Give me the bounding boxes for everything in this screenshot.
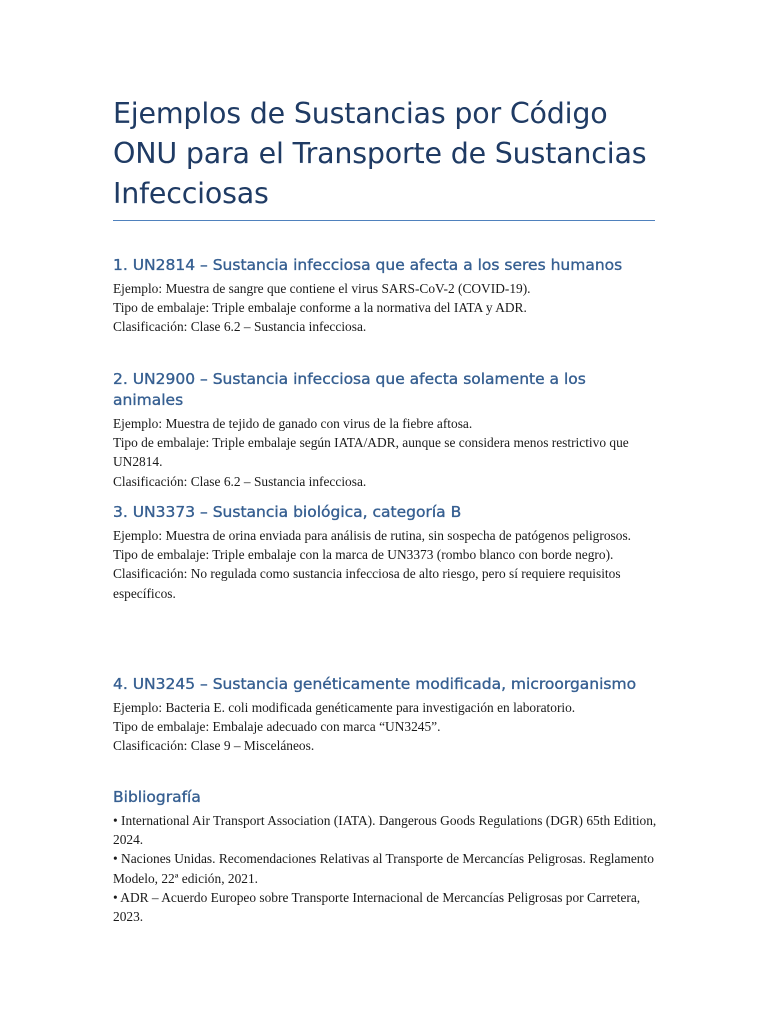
packaging-text: Tipo de embalaje: Triple embalaje con la marca de UN3373 (rombo blanco con borde negro). [113, 547, 614, 563]
classification-text: Clasificación: Clase 9 – Misceláneos. [113, 738, 315, 754]
section-un3245 [113, 674, 657, 756]
bibliography-entry: • International Air Transport Association (IATA). Dangerous Goods Regulations (DGR) 65th Edition, 2024. [113, 813, 657, 848]
section-un2900 [113, 369, 657, 491]
section-heading: 4. UN3245 – Sustancia genéticamente modificada, microorganismo [113, 675, 637, 693]
packaging-text: Tipo de embalaje: Triple embalaje según IATA/ADR, aunque se considera menos restrictivo que UN2814. [113, 435, 629, 470]
packaging-text: Tipo de embalaje: Triple embalaje conforme a la normativa del IATA y ADR. [113, 300, 527, 316]
section-heading: 3. UN3373 – Sustancia biológica, categoría B [113, 503, 462, 521]
example-text: Ejemplo: Bacteria E. coli modificada genéticamente para investigación en laboratorio. [113, 700, 576, 715]
section-heading: 1. UN2814 – Sustancia infecciosa que afecta a los seres humanos [113, 256, 623, 274]
section-un2814 [113, 255, 657, 337]
classification-text: Clasificación: No regulada como sustancia infecciosa de alto riesgo, pero sí requiere requisitos específicos. [113, 566, 621, 601]
example-text: Ejemplo: Muestra de tejido de ganado con virus de la fiebre aftosa. [113, 416, 473, 431]
bibliography-entry: • ADR – Acuerdo Europeo sobre Transporte Internacional de Mercancías Peligrosas por Carretera, 2023. [113, 889, 641, 925]
section-heading: 2. UN2900 – Sustancia infecciosa que afecta solamente a los animales [113, 370, 586, 409]
bibliography-entry: • Naciones Unidas. Recomendaciones Relativas al Transporte de Mercancías Peligrosas. Reglamento Modelo, 22ª edición, 2021. [113, 851, 654, 886]
example-text: Ejemplo: Muestra de sangre que contiene el virus SARS-CoV-2 (COVID-19). [113, 281, 531, 296]
bibliography-heading: Bibliografía [113, 788, 201, 806]
packaging-text: Tipo de embalaje: Embalaje adecuado con marca “UN3245”. [113, 719, 441, 735]
classification-text: Clasificación: Clase 6.2 – Sustancia infecciosa. [113, 473, 367, 489]
classification-text: Clasificación: Clase 6.2 – Sustancia infecciosa. [113, 319, 367, 335]
title-divider [113, 220, 655, 221]
section-un3373 [113, 502, 657, 603]
example-text: Ejemplo: Muestra de orina enviada para análisis de rutina, sin sospecha de patógenos peligrosos. [113, 528, 631, 543]
document-title: Ejemplos de Sustancias por Código ONU para el Transporte de Sustancias Infecciosas [113, 97, 647, 210]
bibliography-section [113, 787, 657, 926]
